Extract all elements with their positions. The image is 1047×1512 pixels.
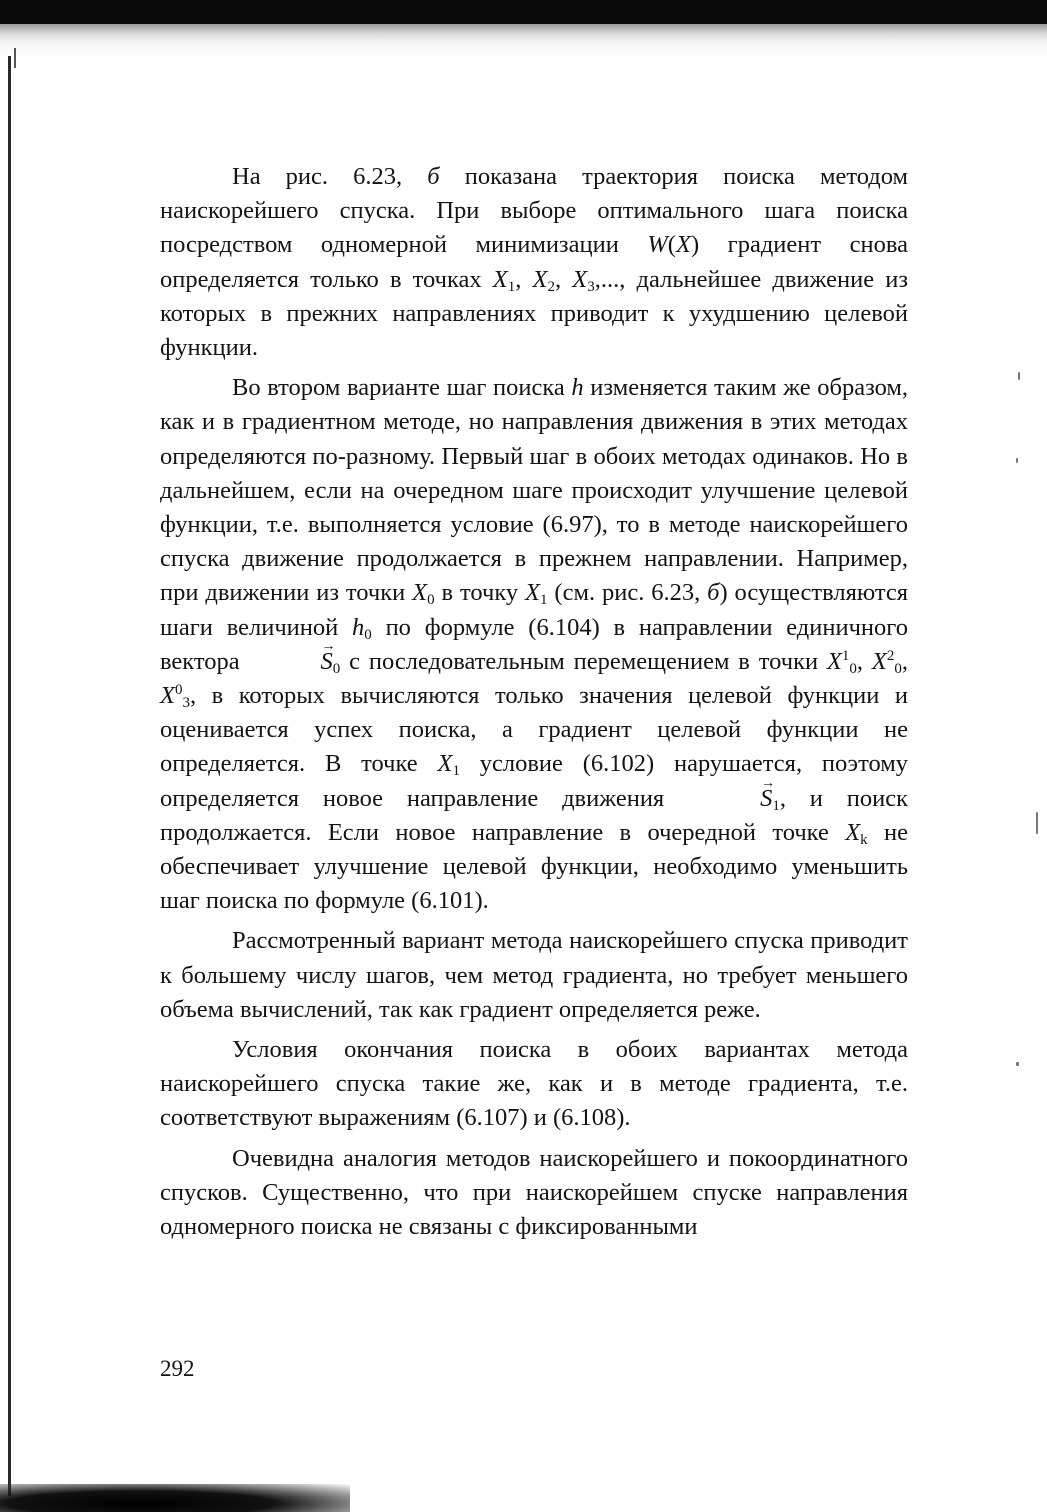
text-run: , в которых вычисляются только значения целевой функции и оценивается успех поиска, а градиент целевой функции не определяется. В точке [160, 682, 908, 778]
text-run: На рис. 6.23, [232, 163, 428, 190]
text-run: 1 [540, 592, 548, 609]
text-run: 1 [772, 797, 780, 814]
text-run: в точку [434, 579, 526, 607]
text-run: X [532, 265, 548, 293]
text-run: X [437, 750, 453, 778]
scan-speck [1018, 372, 1020, 380]
text-run: ( [667, 231, 676, 259]
scan-speck [1036, 812, 1038, 834]
text-run: , [901, 647, 909, 675]
text-run: (см. рис. 6.23, [547, 579, 708, 607]
text-run: с последовательным перемещением в точки [340, 647, 827, 675]
text-run: , [555, 265, 573, 293]
text-run: 1 [841, 647, 850, 664]
text-run: ) осуществляются шаги величиной [160, 579, 909, 641]
text-run: h [571, 374, 584, 402]
text-run: X [160, 682, 175, 710]
text-run: Условия окончания поиска в обоих вариантах метода наискорейшего спуска такие же, как и в методе градиента, т.е. соответствуют выражениям (6.107) и (6.108). [160, 1036, 908, 1132]
text-run: 0 [364, 626, 372, 643]
text-run: k [860, 831, 868, 848]
text-run: X [845, 818, 861, 846]
text-run: Очевидна аналогия методов наискорейшего и покоординатного спусков. Существенно, что при наискорейшем спуске направления одномерного поиска не связаны с фиксированными [160, 1144, 908, 1241]
text-run: X [572, 265, 588, 293]
text-run: X [826, 647, 842, 675]
paragraph [160, 924, 908, 1027]
paragraph [160, 160, 908, 365]
text-run: 0 [332, 660, 341, 677]
text-run: X [871, 647, 887, 675]
text-run: Во втором варианте шаг поиска [232, 374, 572, 402]
text-run: 2 [886, 647, 895, 664]
text-run: показана траектория поиска методом наискорейшего спуска. При выборе оптимального шага поиска посредством одномерной минимизации [160, 163, 908, 259]
scan-speck [1016, 458, 1018, 463]
text-run: б [427, 163, 440, 190]
text-run: 0 [174, 682, 183, 699]
text-run: ,..., дальнейшее движение из которых в прежних направлениях приводит к ухудшению целевой функции. [160, 265, 909, 362]
scan-shadow-bottom [0, 1484, 350, 1512]
text-run: не обеспечивает улучшение целевой функции, необходимо уменьшить шаг поиска по формуле (6.101). [160, 818, 908, 915]
text-run: , [515, 265, 533, 293]
page-number: 292 [160, 1356, 195, 1381]
paragraph [160, 1033, 908, 1136]
text-run: → S [249, 645, 333, 679]
text-run: по формуле (6.104) в направлении единичного вектора [160, 613, 908, 675]
text-run: Рассмотренный вариант метода наискорейшего спуска приводит к большему числу шагов, чем метод градиента, но требует меньшего объема вычислений, так как градиент определяется реже. [160, 927, 908, 1023]
text-run: , и поиск продолжается. Если новое направление в очередной точке [160, 784, 908, 846]
scan-mark-left [14, 48, 16, 68]
paragraph [160, 1142, 908, 1245]
text-run: 0 [894, 660, 902, 677]
text-run: 1 [452, 763, 460, 780]
scan-speck [1016, 1062, 1019, 1066]
text-run: X [492, 265, 508, 293]
paragraph [160, 371, 908, 918]
text-run: б [707, 579, 720, 607]
text-run: 3 [587, 278, 595, 295]
text-run: 2 [547, 278, 556, 295]
text-run: 3 [182, 695, 190, 712]
body-text [160, 160, 908, 1250]
text-run: W [647, 231, 668, 259]
text-run: ) градиент снова определяется только в точках [160, 231, 908, 293]
text-run: условие (6.102) нарушается, поэтому определяется новое направление движения [160, 750, 908, 812]
text-run: h [352, 613, 365, 641]
text-run: → S [688, 782, 772, 816]
scan-shadow-top [0, 24, 1047, 58]
text-run: X [412, 579, 428, 607]
text-run: 1 [507, 278, 516, 295]
text-run: , [856, 647, 872, 675]
text-run: X [675, 231, 691, 259]
scan-border-left [8, 56, 11, 1496]
text-run: изменяется таким же образом, как и в градиентном методе, но направления движения в этих методах определяются по-разному. Первый шаг в обоих методах одинаков. Но в дальнейшем, если на очередном шаге происходит улучшение целевой функции, т.е. выполняется условие (6.97), то в методе наискорейшего спуска движение продолжается в прежнем направлении. Например, при движении из точки [160, 374, 909, 607]
text-run: X [525, 579, 541, 607]
text-run: 0 [849, 660, 857, 677]
scan-border-top [0, 0, 1047, 24]
text-run: 0 [427, 592, 435, 609]
